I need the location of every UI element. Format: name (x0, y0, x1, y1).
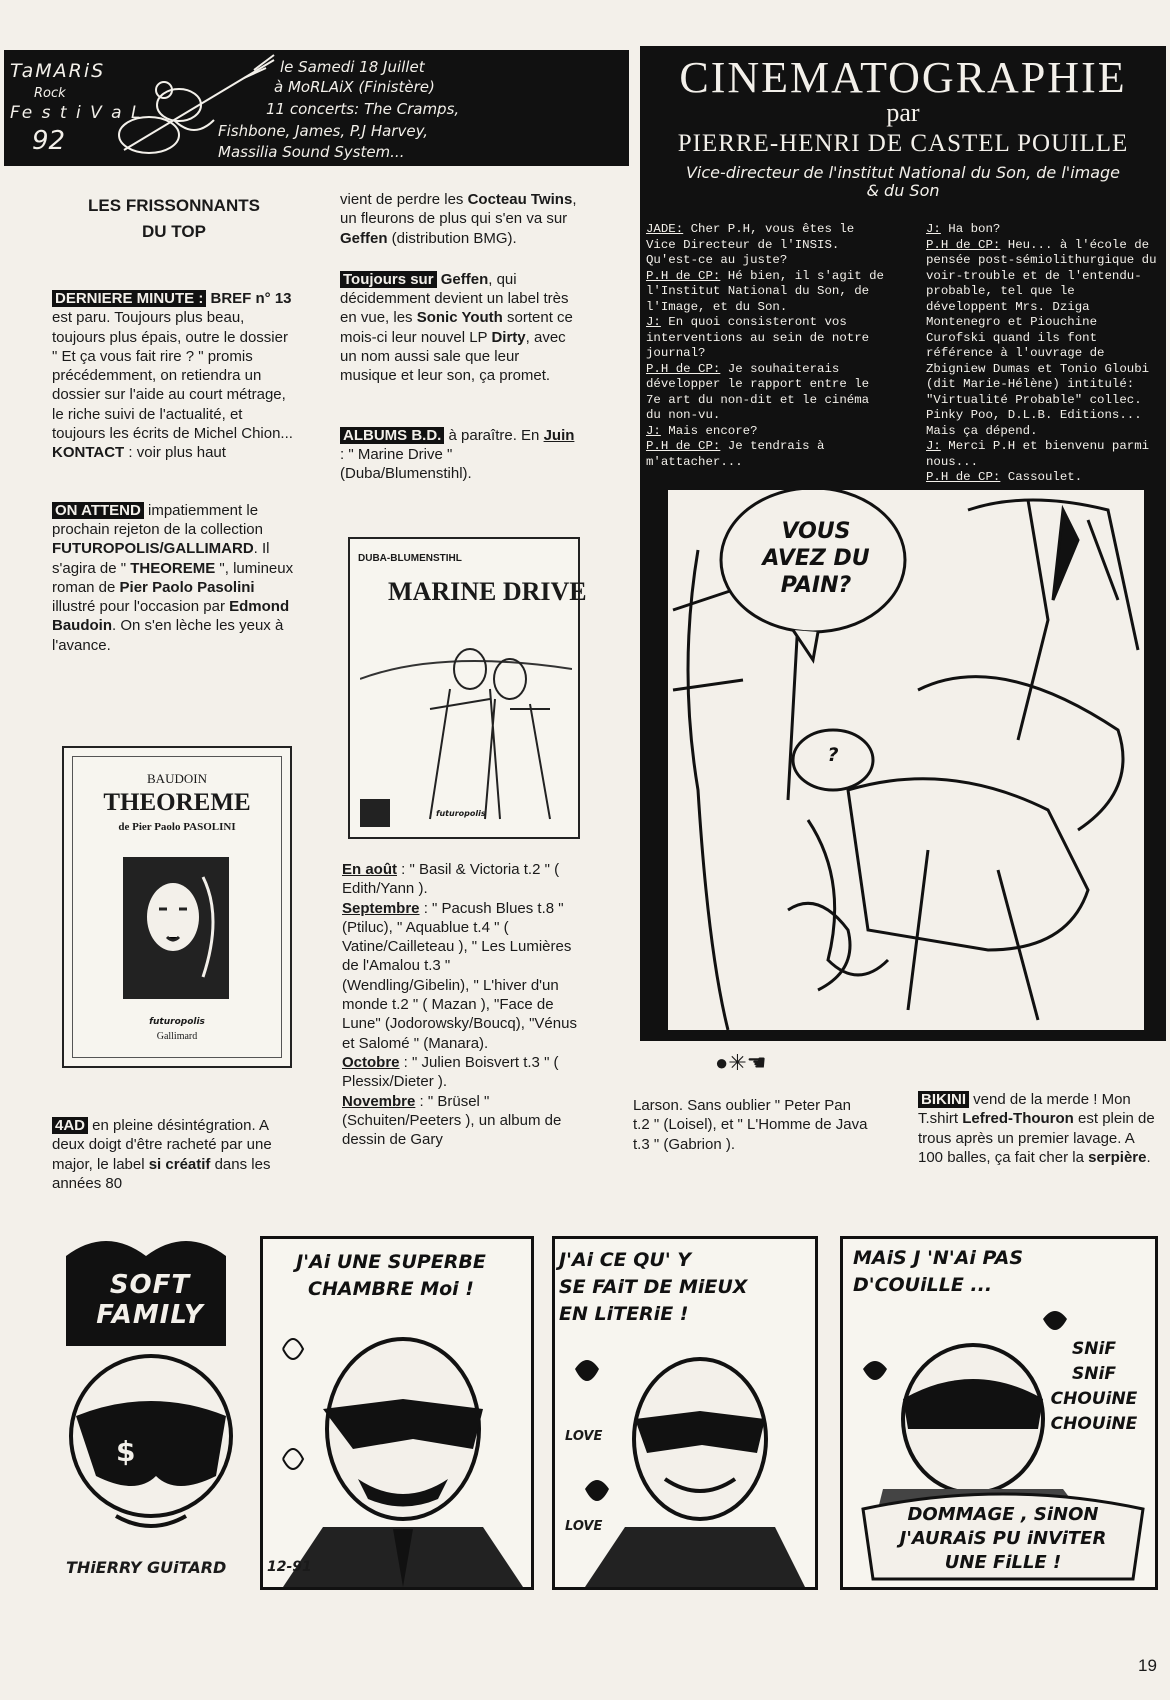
release-october: Octobre : " Julien Boisvert t.3 " ( Plessix/Dieter ). (342, 1053, 559, 1091)
cinema-author: PIERRE-HENRI DE CASTEL POUILLE (677, 130, 1129, 157)
cover-title: MARINE DRIVE (388, 577, 587, 606)
derniere-minute-paragraph: DERNIERE MINUTE : BREF n° 13 est paru. Toujours plus beau, toujours plus épais, outre le dossier " Et ça vous fait rire ? " promis précédemment, on retiendra un dossier sur l'aide au court métrage, le riche suivi de l'actualité, et toujours les écrits de Michel Chion... KONTACT : voir plus haut (52, 290, 293, 462)
section-heading: LES FRISSONNANTS DU TOP (88, 196, 260, 241)
column-continuation (633, 1096, 869, 1154)
column-frissonnants (52, 193, 296, 655)
strip-title: SOFT FAMILY (96, 1270, 204, 1330)
dialog-line: P.H de CP: Je tendrais à m'attacher... (646, 439, 825, 469)
panel-4-top-speech: MAiS J 'N'Ai PAS D'COUiLLE ... (853, 1247, 1024, 1296)
dialog-line: J: Merci P.H et bienvenu parmi nous... (926, 439, 1150, 469)
tamaris-year: 92 (32, 126, 66, 156)
column-bikini (918, 1090, 1162, 1167)
dialog-line: J: Ha bon? (926, 222, 1001, 236)
bikini-paragraph: BIKINI vend de la merde ! Mon T.shirt Lefred-Thouron est plein de trous après un premier lavage. A 100 balles, ça fait cher la serpière. (918, 1091, 1155, 1166)
dialog-line: P.H de CP: Heu... à l'école de pensée post-sémiolithurgique du voir-trouble et de l'entendu-probable, tel que le développent Mrs. Dziga Montenegro et Piouchine Curofski quand ils font référence à l'ouvrage de Zbigniew Dumas et Tonio Gloubi (dit Marie-Hélène) intitulé: "Virtualité Probable" collec. Pinky Poo, D.L.B. Editions... Mais ça dépend. (926, 237, 1157, 438)
cover-illustration (360, 619, 572, 827)
continuation-text: Larson. Sans oublier " Peter Pan t.2 " (Loisel), et " L'Homme de Java t.3 " (Gabrion ). (633, 1097, 868, 1153)
dialog-line: P.H de CP: Hé bien, il s'agit de l'Institut National du Son, de l'Image, et du Son. (646, 268, 884, 314)
strip-panel-4 (840, 1236, 1158, 1590)
release-november: Novembre : " Brüsel " (Schuiten/Peeters ), un album de dessin de Gary (342, 1092, 562, 1149)
interview-right-column (926, 222, 1162, 486)
dialog-line: J: Mais encore? (646, 423, 758, 438)
cinema-title: CINEMATOGRAPHIE (679, 53, 1127, 102)
cinema-illustration (668, 490, 1144, 1030)
albums-paragraph: ALBUMS B.D. à paraître. En Juin : " Marine Drive " (Duba/Blumenstihl). (340, 426, 575, 483)
dialog-line: P.H de CP: Cassoulet. (926, 470, 1083, 484)
cinema-bubble-text: VOUS AVEZ DU PAIN? (762, 519, 870, 598)
toujours-paragraph: Toujours sur Geffen, qui décidemment devient un label très en vue, les Sonic Youth sortent ce mois-ci leur nouvel LP Dirty, avec un nom aussi sale que leur musique et leur son, ça promet. (340, 270, 573, 385)
strip-title-panel (56, 1236, 242, 1584)
tamaris-detail-5: Massilia Sound System... (218, 143, 405, 161)
column-4ad (52, 1116, 296, 1193)
cover-publisher-2: Gallimard (156, 1031, 198, 1042)
strip-panel-2 (260, 1236, 534, 1590)
tamaris-detail-2: à MoRLAiX (Finistère) (274, 78, 435, 96)
page-number: 19 (1138, 1656, 1157, 1675)
tamaris-detail-3: 11 concerts: The Cramps, (266, 100, 460, 118)
cover-subtitle: de Pier Paolo PASOLINI (118, 821, 236, 833)
release-september: Septembre : " Pacush Blues t.8 " (Ptiluc), " Aquablue t.4 " ( Vatine/Cailleteau ), " Les Lumières de l'Amalou t.3 " (Wendling/Gibelin), " L'hiver d'un monde t.2 " ( Mazan ), "Face de Lune" (Jodorowsky/Boucq), "Vénus et Salomé " (Manara). (342, 899, 577, 1052)
column-album-releases (342, 860, 578, 1149)
strip-panel-3 (552, 1236, 818, 1590)
panel-4-bottom-speech: DOMMAGE , SiNON J'AURAiS PU iNViTER UNE FiLLE ! (899, 1504, 1107, 1573)
cover-authors: DUBA-BLUMENSTIHL (358, 553, 462, 564)
svg-text:$: $ (116, 1435, 136, 1468)
tamaris-detail-4: Fishbone, James, P.J Harvey, (218, 122, 429, 140)
cinema-question-mark: ? (827, 744, 839, 766)
strip-author: THiERRY GUiTARD (66, 1558, 227, 1577)
panel-2-speech: J'Ai UNE SUPERBE CHAMBRE Moi ! (296, 1251, 486, 1300)
love-label-1: LOVE (565, 1429, 603, 1444)
cover-title: THEOREME (103, 789, 251, 816)
cinema-author-role (640, 164, 1166, 200)
tamaris-detail-1: le Samedi 18 Juillet (280, 58, 425, 76)
panel-4-sob-text: SNiF SNiF CHOUiNE CHOUiNE (1050, 1339, 1138, 1434)
tamaris-rock: Rock (34, 86, 66, 101)
4ad-paragraph: 4AD en pleine désintégration. A deux doigt d'être racheté par une major, le label si créatif dans les années 80 (52, 1117, 272, 1192)
strip-date: 12-91 (267, 1559, 312, 1575)
tamaris-title: TaMARiS (10, 60, 106, 82)
release-august: En août : " Basil & Victoria t.2 " ( Edith/Yann ). (342, 861, 560, 898)
cover-publisher-1: futuropolis (149, 1017, 205, 1027)
cinema-par: par (886, 98, 920, 127)
panel-3-character (555, 1339, 815, 1587)
on-attend-paragraph: ON ATTEND impatiemment le prochain rejeton de la collection FUTUROPOLIS/GALLIMARD. Il s'agira de " THEOREME ", lumineux roman de Pier Paolo Pasolini illustré pour l'occasion par Edmond Baudoin. On s'en lèche les yeux à l'avance. (52, 501, 294, 654)
love-label-2: LOVE (565, 1519, 603, 1534)
column-music-news (340, 190, 580, 484)
dialog-line: J: En quoi consisteront vos interventions au sein de notre journal? (646, 315, 870, 360)
cinema-comic-panel (668, 490, 1144, 1030)
bomb-icon: ●✳☚ (715, 1050, 767, 1075)
tamaris-festival-banner (4, 50, 629, 166)
panel-3-speech: J'Ai CE QU' Y SE FAiT DE MiEUX EN LiTERiE ! (559, 1249, 748, 1325)
dialog-line: JADE: Cher P.H, vous êtes le Vice Directeur de l'INSIS. Qu'est-ce au juste? (646, 222, 855, 267)
cover-illustration (123, 857, 229, 999)
cover-publisher: futuropolis (436, 809, 486, 818)
cinema-role-line2: & du Son (866, 181, 940, 200)
panel-2-character (263, 1309, 531, 1587)
dialog-line: P.H de CP: Je souhaiterais développer le rapport entre le 7e art du non-dit et le cinéma du non-vu. (646, 361, 870, 422)
marine-drive-book-cover (348, 537, 587, 839)
interview-left-column (646, 222, 884, 470)
cocteau-paragraph: vient de perdre les Cocteau Twins, un fleurons de plus qui s'en va sur Geffen (distribution BMG). (340, 191, 577, 247)
cover-author: BAUDOIN (147, 771, 207, 786)
tamaris-festival: Fe s t i V a L (10, 103, 143, 123)
theoreme-book-cover (62, 746, 292, 1068)
cinema-role-line1: Vice-directeur de l'institut National du Son, de l'image (685, 163, 1121, 182)
